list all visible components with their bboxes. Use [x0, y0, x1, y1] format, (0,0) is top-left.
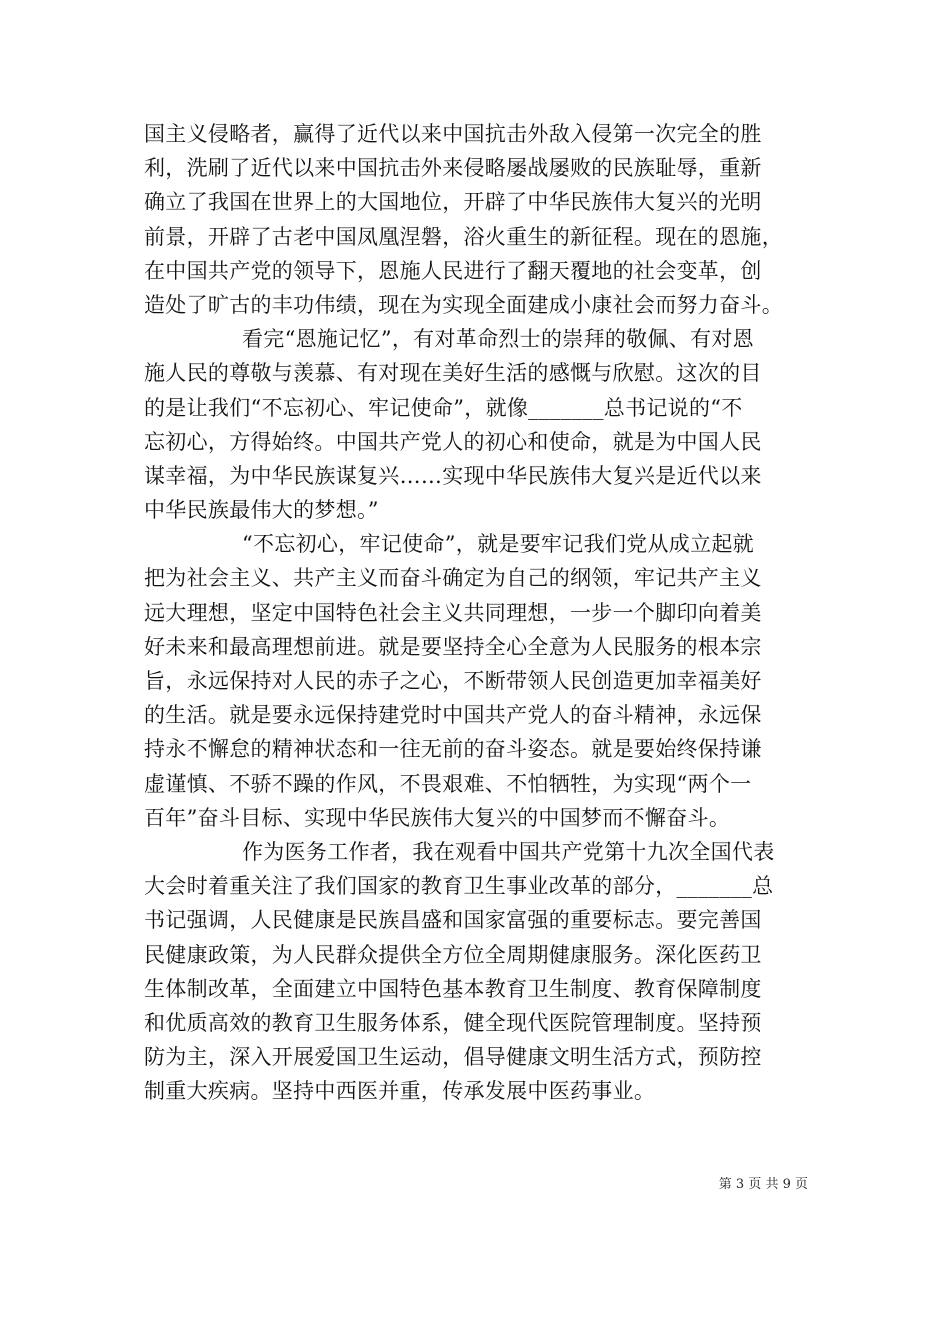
text-line: 持永不懈怠的精神状态和一往无前的奋斗姿态。就是要始终保持谦 [144, 737, 762, 762]
text-line: 前景，开辟了古老中国凤凰涅磐，浴火重生的新征程。现在的恩施， [144, 224, 783, 249]
text-line: 确立了我国在世界上的大国地位，开辟了中华民族伟大复兴的光明 [144, 190, 762, 215]
text-line: 好未来和最高理想前进。就是要坚持全心全意为人民服务的根本宗 [144, 634, 762, 659]
text-line: 和优质高效的教育卫生服务体系，健全现代医院管理制度。坚持预 [144, 1010, 762, 1035]
text-line: 远大理想，坚定中国特色社会主义共同理想，一步一个脚印向着美 [144, 600, 762, 625]
text-line: 生体制改革，全面建立中国特色基本教育卫生制度、教育保障制度 [144, 976, 762, 1001]
text-line: 忘初心，方得始终。中国共产党人的初心和使命，就是为中国人民 [144, 429, 762, 454]
text-line: 把为社会主义、共产主义而奋斗确定为自己的纲领，牢记共产主义 [144, 566, 762, 591]
text-line: 旨，永远保持对人民的赤子之心，不断带领人民创造更加幸福美好 [144, 669, 762, 693]
paragraph-start-line: 作为医务工作者，我在观看中国共产党第十九次全国代表 [242, 839, 775, 864]
text-line: 国主义侵略者，赢得了近代以来中国抗击外敌入侵第一次完全的胜 [144, 122, 762, 146]
text-line: 中华民族最伟大的梦想。” [144, 498, 379, 523]
text-line: 防为主，深入开展爱国卫生运动，倡导健康文明生活方式，预防控 [144, 1045, 762, 1070]
page-number: 第 3 页 共 9 页 [718, 1177, 808, 1192]
text-line: 谋幸福，为中华民族谋复兴……实现中华民族伟大复兴是近代以来 [144, 463, 762, 488]
text-line: 大会时着重关注了我们国家的教育卫生事业改革的部分，_______总 [144, 874, 774, 899]
paragraph-start-line: “不忘初心，牢记使命”，就是要牢记我们党从成立起就 [242, 532, 754, 557]
text-line: 虚谨慎、不骄不躁的作风，不畏艰难、不怕牺牲，为实现“两个一 [144, 771, 752, 796]
document-body [144, 117, 808, 1108]
text-line: 的是让我们“不忘初心、牢记使命”，就像_______总书记说的“不 [144, 395, 743, 420]
text-line: 制重大疾病。坚持中西医并重，传承发展中医药事业。 [144, 1079, 656, 1104]
text-line: 书记强调，人民健康是民族昌盛和国家富强的重要标志。要完善国 [144, 908, 762, 933]
paragraph-start-line: 看完“恩施记忆”，有对革命烈士的崇拜的敬佩、有对恩 [242, 327, 754, 352]
text-line: 造处了旷古的丰功伟绩，现在为实现全面建成小康社会而努力奋斗。 [144, 292, 783, 317]
text-line: 施人民的尊敬与羡慕、有对现在美好生活的感慨与欣慰。这次的目 [144, 361, 762, 386]
text-line: 百年”奋斗目标、实现中华民族伟大复兴的中国梦而不懈奋斗。 [144, 805, 731, 830]
text-line: 民健康政策，为人民群众提供全方位全周期健康服务。深化医药卫 [144, 942, 762, 967]
text-line: 利，洗刷了近代以来中国抗击外来侵略屡战屡败的民族耻辱，重新 [144, 156, 762, 181]
text-line: 的生活。就是要永远保持建党时中国共产党人的奋斗精神，永远保 [144, 703, 762, 728]
text-line: 在中国共产党的领导下，恩施人民进行了翻天覆地的社会变革，创 [144, 258, 762, 283]
